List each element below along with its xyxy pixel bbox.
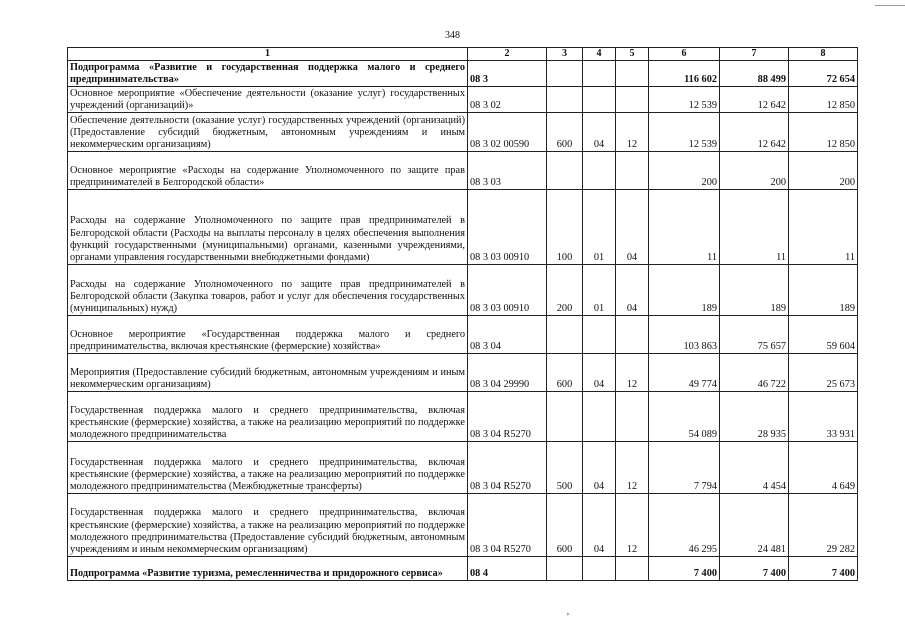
- stray-mark: ʼ: [566, 611, 570, 623]
- row-value-7: 12 642: [720, 113, 789, 152]
- row-value-7: 28 935: [720, 392, 789, 442]
- row-col-5: 04: [616, 265, 649, 316]
- row-col-5: 12: [616, 494, 649, 557]
- row-col-3: [547, 557, 583, 581]
- table-row: [68, 557, 858, 581]
- row-name: Обеспечение деятельности (оказание услуг) государственных учреждений (организаций) (Предоставление субсидий бюджетным, автономным учреждениям и иным некоммерческим организациям): [68, 113, 468, 152]
- row-value-8: 25 673: [789, 354, 858, 392]
- row-col-5: [616, 61, 649, 87]
- row-col-5: 12: [616, 113, 649, 152]
- header-col-5: 5: [616, 48, 649, 61]
- row-col-4: 04: [583, 494, 616, 557]
- table-row: [68, 354, 858, 392]
- row-code: 08 4: [468, 557, 547, 581]
- row-col-3: 600: [547, 354, 583, 392]
- row-col-3: [547, 87, 583, 113]
- row-value-6: 116 602: [649, 61, 720, 87]
- table-row: [68, 494, 858, 557]
- row-col-5: 12: [616, 442, 649, 494]
- row-value-8: 11: [789, 190, 858, 265]
- row-code: 08 3 04 R5270: [468, 392, 547, 442]
- row-value-8: 4 649: [789, 442, 858, 494]
- row-name: Расходы на содержание Уполномоченного по защите прав предпринимателей в Белгородской области (Расходы на выплаты персоналу в целях обеспечения выполнения функций государственными (муниципальными) органами, казенными учреждениями, органами управления государственными внебюджетными фондами): [68, 190, 468, 265]
- row-name: Основное мероприятие «Обеспечение деятельности (оказание услуг) государственных учреждений (организаций)»: [68, 87, 468, 113]
- row-col-4: [583, 87, 616, 113]
- row-name: Государственная поддержка малого и среднего предпринимательства, включая крестьянские (фермерские) хозяйства, а также на реализацию мероприятий по поддержке молодежного предпринимательства: [68, 392, 468, 442]
- row-code: 08 3 04 R5270: [468, 494, 547, 557]
- row-value-8: 12 850: [789, 87, 858, 113]
- header-col-1: 1: [68, 48, 468, 61]
- row-col-3: [547, 61, 583, 87]
- row-code: 08 3: [468, 61, 547, 87]
- row-name: Основное мероприятие «Государственная поддержка малого и среднего предпринимательства, включая крестьянские (фермерские) хозяйства»: [68, 316, 468, 354]
- row-value-7: 75 657: [720, 316, 789, 354]
- table-row: [68, 442, 858, 494]
- row-value-8: 72 654: [789, 61, 858, 87]
- row-col-4: [583, 557, 616, 581]
- row-name: Подпрограмма «Развитие и государственная поддержка малого и среднего предпринимательства»: [68, 61, 468, 87]
- row-value-7: 4 454: [720, 442, 789, 494]
- row-name: Мероприятия (Предоставление субсидий бюджетным, автономным учреждениям и иным некоммерческим организациям): [68, 354, 468, 392]
- row-code: 08 3 03: [468, 152, 547, 190]
- table-row: [68, 61, 858, 87]
- row-col-3: [547, 392, 583, 442]
- row-col-3: [547, 316, 583, 354]
- row-col-5: 04: [616, 190, 649, 265]
- row-col-5: [616, 152, 649, 190]
- row-code: 08 3 04 29990: [468, 354, 547, 392]
- row-value-7: 12 642: [720, 87, 789, 113]
- page-number: 348: [445, 30, 460, 41]
- row-code: 08 3 02 00590: [468, 113, 547, 152]
- row-value-7: 200: [720, 152, 789, 190]
- row-name: Государственная поддержка малого и среднего предпринимательства, включая крестьянские (фермерские) хозяйства, а также на реализацию мероприятий по поддержке молодежного предпринимательства (Предоставление субсидий бюджетным, автономным учреждениям и иным некоммерческим организациям): [68, 494, 468, 557]
- header-col-2: 2: [468, 48, 547, 61]
- row-col-4: [583, 61, 616, 87]
- table-row: [68, 392, 858, 442]
- row-value-6: 11: [649, 190, 720, 265]
- row-value-6: 7 794: [649, 442, 720, 494]
- header-col-4: 4: [583, 48, 616, 61]
- row-col-3: 200: [547, 265, 583, 316]
- row-value-8: 59 604: [789, 316, 858, 354]
- row-value-6: 54 089: [649, 392, 720, 442]
- row-col-4: 04: [583, 113, 616, 152]
- row-value-6: 12 539: [649, 113, 720, 152]
- table-row: [68, 152, 858, 190]
- row-code: 08 3 04: [468, 316, 547, 354]
- row-value-8: 33 931: [789, 392, 858, 442]
- row-value-6: 200: [649, 152, 720, 190]
- table-row: [68, 87, 858, 113]
- row-code: 08 3 02: [468, 87, 547, 113]
- row-value-7: 7 400: [720, 557, 789, 581]
- row-col-5: [616, 392, 649, 442]
- row-col-3: 600: [547, 494, 583, 557]
- row-col-5: 12: [616, 354, 649, 392]
- header-col-6: 6: [649, 48, 720, 61]
- row-name: Государственная поддержка малого и среднего предпринимательства, включая крестьянские (фермерские) хозяйства, а также на реализацию мероприятий по поддержке молодежного предпринимательства (Межбюджетные трансферты): [68, 442, 468, 494]
- row-col-5: [616, 87, 649, 113]
- budget-table: [67, 47, 858, 581]
- row-col-3: 600: [547, 113, 583, 152]
- row-value-6: 189: [649, 265, 720, 316]
- row-value-8: 7 400: [789, 557, 858, 581]
- row-value-6: 46 295: [649, 494, 720, 557]
- header-col-8: 8: [789, 48, 858, 61]
- row-value-6: 7 400: [649, 557, 720, 581]
- row-col-4: [583, 152, 616, 190]
- corner-line: [875, 5, 905, 6]
- row-name: Подпрограмма «Развитие туризма, ремесленничества и придорожного сервиса»: [68, 557, 468, 581]
- row-col-4: 01: [583, 265, 616, 316]
- table-row: [68, 316, 858, 354]
- row-value-6: 103 863: [649, 316, 720, 354]
- row-col-4: 04: [583, 354, 616, 392]
- row-col-4: [583, 316, 616, 354]
- row-value-8: 29 282: [789, 494, 858, 557]
- row-value-7: 24 481: [720, 494, 789, 557]
- row-col-4: 04: [583, 442, 616, 494]
- table-row: [68, 113, 858, 152]
- row-code: 08 3 03 00910: [468, 265, 547, 316]
- table-body: [68, 61, 858, 581]
- row-value-6: 49 774: [649, 354, 720, 392]
- row-col-4: 01: [583, 190, 616, 265]
- row-col-5: [616, 557, 649, 581]
- row-col-3: 100: [547, 190, 583, 265]
- row-col-4: [583, 392, 616, 442]
- table-row: [68, 265, 858, 316]
- row-value-7: 11: [720, 190, 789, 265]
- row-value-7: 189: [720, 265, 789, 316]
- row-col-3: 500: [547, 442, 583, 494]
- row-value-8: 200: [789, 152, 858, 190]
- header-col-7: 7: [720, 48, 789, 61]
- row-name: Основное мероприятие «Расходы на содержание Уполномоченного по защите прав предпринимателей в Белгородской области»: [68, 152, 468, 190]
- table-row: [68, 190, 858, 265]
- row-col-3: [547, 152, 583, 190]
- header-col-3: 3: [547, 48, 583, 61]
- table-header-row: [68, 48, 858, 61]
- row-value-8: 12 850: [789, 113, 858, 152]
- row-value-6: 12 539: [649, 87, 720, 113]
- row-col-5: [616, 316, 649, 354]
- row-value-7: 46 722: [720, 354, 789, 392]
- row-code: 08 3 04 R5270: [468, 442, 547, 494]
- row-value-8: 189: [789, 265, 858, 316]
- row-code: 08 3 03 00910: [468, 190, 547, 265]
- row-value-7: 88 499: [720, 61, 789, 87]
- row-name: Расходы на содержание Уполномоченного по защите прав предпринимателей в Белгородской области (Закупка товаров, работ и услуг для обеспечения государственных (муниципальных) нужд): [68, 265, 468, 316]
